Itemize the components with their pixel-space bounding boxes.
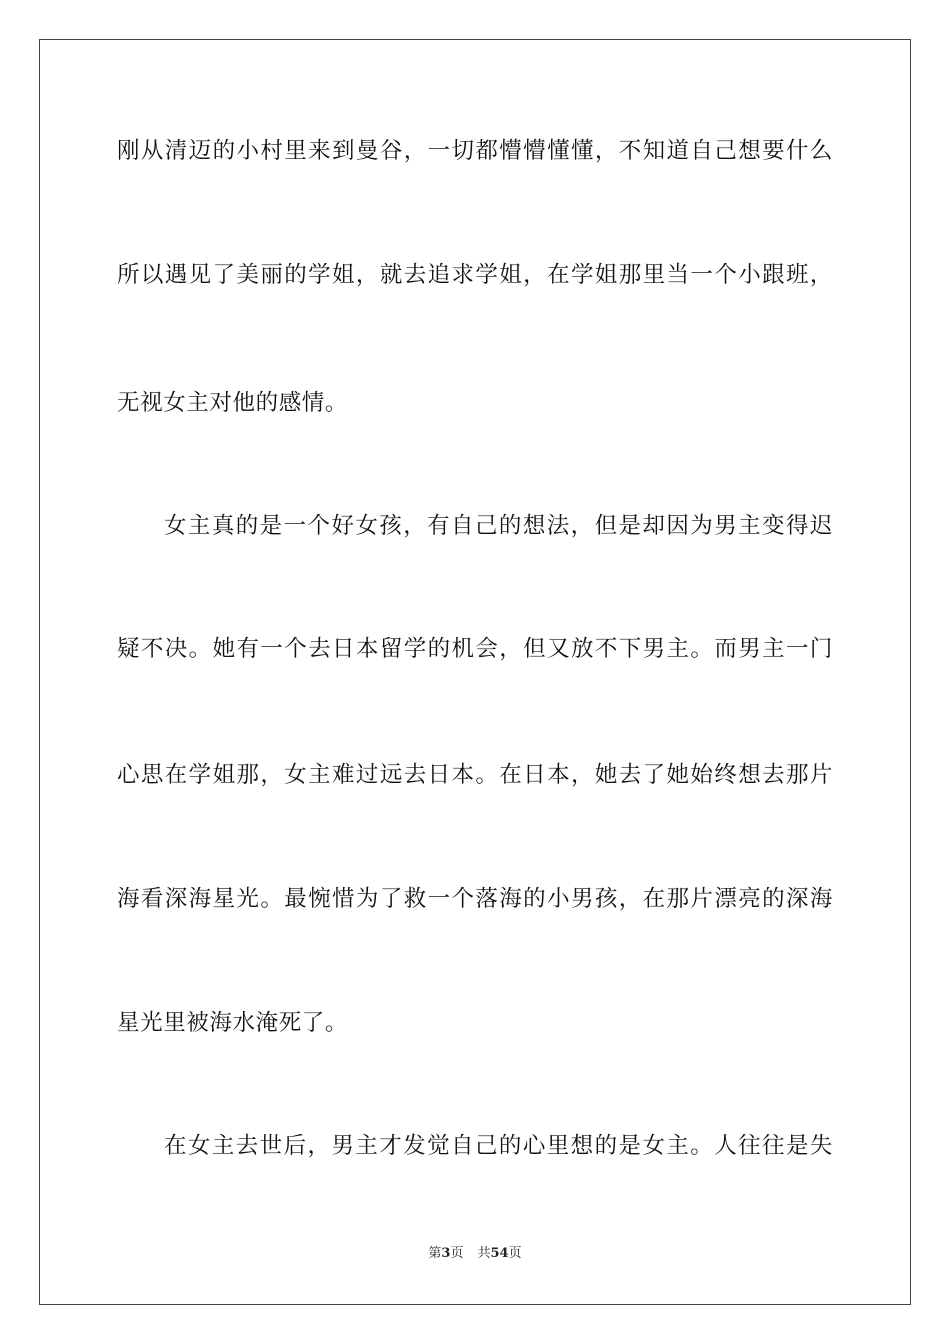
paragraph-line-8: 星光里被海水淹死了。 bbox=[117, 1010, 349, 1036]
paragraph-line-1: 刚从清迈的小村里来到曼谷，一切都懵懵懂懂，不知道自己想要什么 bbox=[117, 138, 833, 164]
page-number-current: 3 bbox=[441, 1246, 451, 1261]
page-number-prefix: 第 bbox=[428, 1246, 442, 1261]
paragraph-line-4: 女主真的是一个好女孩，有自己的想法，但是却因为男主变得迟 bbox=[164, 513, 833, 539]
page-border bbox=[39, 39, 911, 1305]
page-total-count: 54 bbox=[490, 1246, 509, 1261]
paragraph-line-7: 海看深海星光。最惋惜为了救一个落海的小男孩，在那片漂亮的深海 bbox=[117, 886, 833, 912]
paragraph-line-2: 所以遇见了美丽的学姐，就去追求学姐，在学姐那里当一个小跟班， bbox=[117, 262, 833, 288]
paragraph-line-3: 无视女主对他的感情。 bbox=[117, 390, 349, 416]
page-total-suffix: 页 bbox=[508, 1246, 522, 1261]
paragraph-line-9: 在女主去世后，男主才发觉自己的心里想的是女主。人往往是失 bbox=[164, 1133, 833, 1159]
page-footer bbox=[0, 1245, 950, 1263]
page-number-suffix: 页 bbox=[450, 1246, 464, 1261]
paragraph-line-6: 心思在学姐那，女主难过远去日本。在日本，她去了她始终想去那片 bbox=[117, 762, 833, 788]
paragraph-line-5: 疑不决。她有一个去日本留学的机会，但又放不下男主。而男主一门 bbox=[117, 636, 833, 662]
page-total-prefix: 共 bbox=[477, 1246, 491, 1261]
